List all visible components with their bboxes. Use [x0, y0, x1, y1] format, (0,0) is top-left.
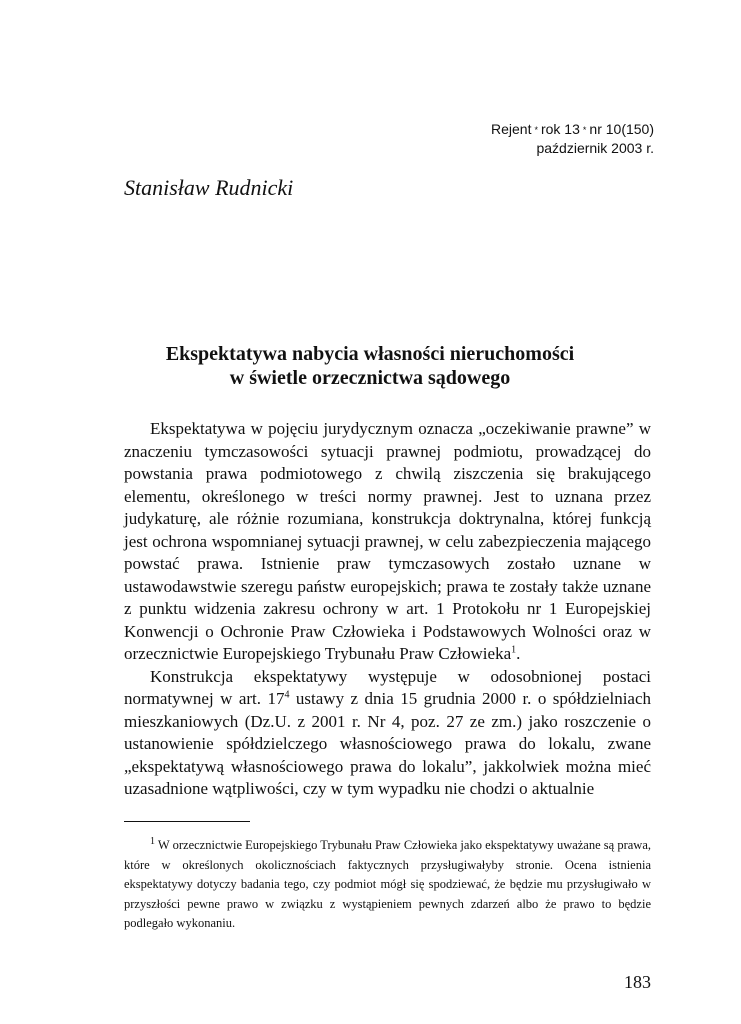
separator-star-icon: * [534, 125, 538, 135]
page-number: 183 [624, 972, 651, 992]
article-body [124, 418, 651, 801]
journal-year: rok 13 [540, 121, 580, 137]
footnote-text: W orzecznictwie Europejskiego Trybunału Praw Człowieka jako ekspektatywy uważane są prawa, które w określonych okolicznościach faktycznych przysługiwałyby stronie. Ocena istnienia ekspektatywy dotyczy badania tego, czy podmiot mógł się spodziewać, że będzie mu przysługiwało w przyszłości pewne prawo w związku z wystąpieniem pewnych zdarzeń albo że prawo to będzie podlegało wykonaniu. [124, 838, 651, 930]
paragraph-1 [124, 418, 651, 666]
footnote-1 [124, 836, 651, 934]
separator-star-icon: * [582, 125, 587, 135]
title-line-1: Ekspektatywa nabycia własności nieruchomości [165, 343, 575, 365]
article-superscript: 4 [284, 689, 290, 701]
journal-issue: nr 10(150) [589, 121, 654, 137]
author-name: Stanisław Rudnicki [124, 175, 294, 200]
footnote-reference[interactable]: 1 [511, 644, 517, 656]
footnote-divider [124, 821, 250, 822]
paragraph-2 [124, 666, 651, 801]
paragraph-2-text-b: ustawy z dnia 15 grudnia 2000 r. o spółdzielniach mieszkaniowych (Dz.U. z 2001 r. Nr 4, poz. 27 ze zm.) jako roszczenie o ustanowienie spółdzielczego własnościowego prawa do lokalu, zwane „ekspektatywą własnościowego prawa do lokalu”, jakkolwiek można mieć uzasadnione wątpliwości, czy w tym wypadku nie chodzi o aktualnie [124, 689, 652, 798]
journal-name: Rejent [490, 121, 532, 137]
title-line-2: w świetle orzecznictwa sądowego [229, 367, 511, 389]
footnote [124, 836, 651, 934]
paragraph-1-end: . [516, 644, 521, 663]
article-title [90, 342, 650, 390]
paragraph-2-text-a: Konstrukcja ekspektatywy występuje w odosobnionej postaci normatywnej w art. 17 [124, 666, 651, 708]
journal-date: październik 2003 r. [536, 140, 654, 156]
paragraph-1-text: Ekspektatywa w pojęciu jurydycznym oznacza „oczekiwanie prawne” w znaczeniu tymczasowości sytuacji prawnej podmiotu, prowadzącej do powstania prawa podmiotowego z chwilą ziszczenia się brakującego elementu, określonego w treści normy prawnej. Jest to uznana przez judykaturę, ale różnie rozumiana, konstrukcja doktrynalna, której funkcją jest ochrona wspomnianej sytuacji prawnej, w celu zabezpieczenia mającego powstać prawa. Istnienie praw tymczasowych zostało uznane w ustawodawstwie szeregu państw europejskich; prawa te zostały także uznane z punktu widzenia zakresu ochrony w art. 1 Protokołu nr 1 Europejskiej Konwencji o Ochronie Praw Człowieka i Podstawowych Wolności oraz w orzecznictwie Europejskiego Trybunału Praw Człowieka [124, 419, 651, 663]
journal-issue-line [491, 120, 654, 139]
footnote-number: 1 [150, 835, 155, 847]
journal-header [491, 120, 654, 157]
